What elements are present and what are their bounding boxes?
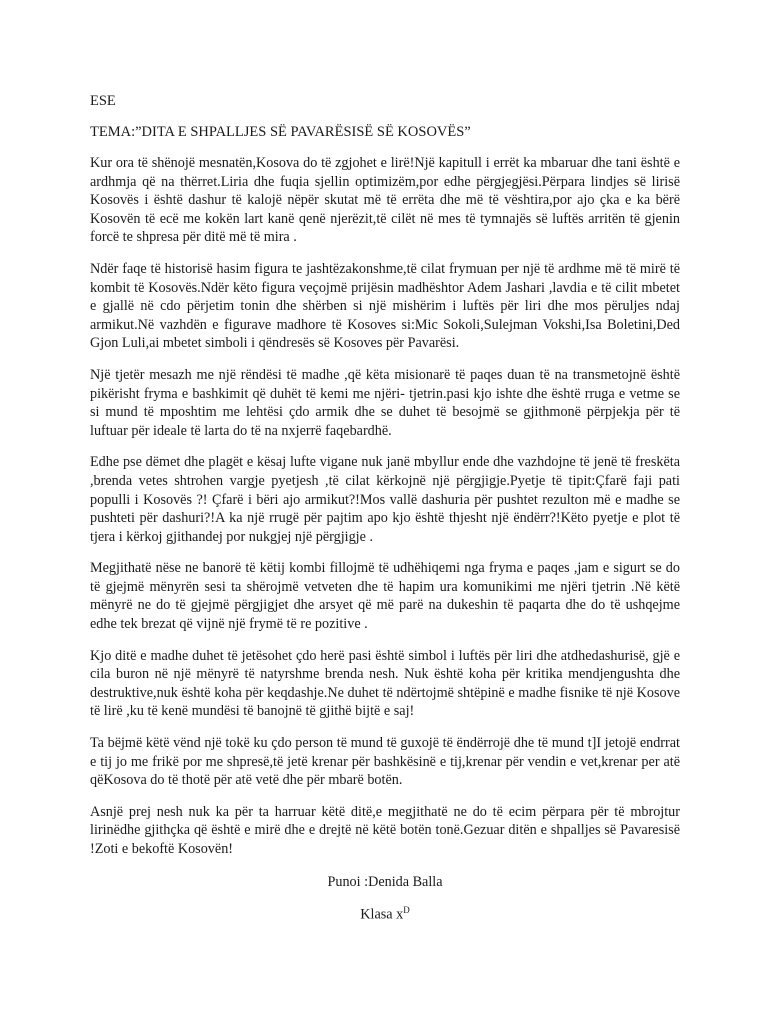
paragraph-8: Asnjë prej nesh nuk ka për ta harruar këtë ditë,e megjithatë ne do të ecim përpara për të mbrojtur lirinëdhe gjithçka që është e mirë dhe e drejtë në këtë botën tonë.Gezuar ditën e shpalljes së Pavaresisë !Zoti e bekoftë Kosovën!	[90, 803, 680, 857]
class-label: Klasa x	[360, 906, 404, 923]
paragraph-7: Ta bëjmë këtë vënd një tokë ku çdo person të mund të guxojë të ëndërrojë dhe të mund t]I jetojë endrrat e tij jo me frikë por me shpresë,të jetë krenar për bashkësinë e tij,krenar për vendin e vet,krenar per atë qëKosova do të thotë për atë vetë dhe për mbarë botën.	[90, 735, 680, 789]
paragraph-4: Edhe pse dëmet dhe plagët e kësaj lufte vigane nuk janë mbyllur ende dhe vazhdojne të jenë të freskëta ,brenda vetes shtrohen vargje pyetjesh ,të cilat kërkojnë një përgjigje.Pyetje të tipit:Çfarë faji pati populli i Kosovës ?! Çfarë i bëri ajo armikut?!Mos vallë dashuria për pushtet rezulton më e madhe se pushteti për dashuri?!A ka një rrugë për pajtim apo kjo është thjesht një ëndërr?!Këto pyetje e plot të tjera i kërkoj gjithandej por nukgjej një përgjigje .	[90, 454, 680, 545]
paragraph-6: Kjo ditë e madhe duhet të jetësohet çdo herë pasi është simbol i luftës për liri dhe atdhedashurisë, gjë e cila buron në një mënyrë të natyrshme brenda nesh. Nuk është koha për kritika mendjengushta dhe destruktive,nuk është koha për keqdashje.Ne duhet të ndërtojmë shtëpinë e madhe fisnike të një Kosove të lirë ,ku të kenë mundësi të banojnë të gjithë bijtë e saj!	[90, 647, 680, 720]
essay-topic: TEMA:”DITA E SHPALLJES SË PAVARËSISË SË KOSOVËS”	[90, 124, 471, 140]
class-superscript: D	[403, 904, 410, 915]
essay-label: ESE	[90, 93, 116, 109]
paragraph-5: Megjithatë nëse ne banorë të këtij kombi fillojmë të udhëhiqemi nga fryma e paqes ,jam e sigurt se do të gjejmë mënyrën sesi ta shërojmë vetveten dhe të hapim ura komunikimi me njëri tjetrin .Në këtë mënyrë ne do të gjejmë përgjigjet dhe arsyet që më parë na dukeshin të paqarta dhe do të ushqejme edhe tek brezat që vijnë një frymë të re pozitive .	[90, 560, 680, 633]
paragraph-2: Ndër faqe të historisë hasim figura te jashtëzakonshme,të cilat frymuan per një të ardhme më të mirë të kombit të Kosovës.Ndër këto figura veçojmë prijësin madhështor Adem Jashari ,lavdia e të cilit mbetet e gjallë në cdo përjetim tonin dhe shërben si një mishërim i luftës për liri dhe mos përuljes ndaj armikut.Në vazhdën e figurave madhore të Kosoves si:Mic Sokoli,Sulejman Vokshi,Isa Boletini,Ded Gjon Luli,ai mbetet simboli i qëndresës së Kosoves për Pavarësi.	[90, 260, 680, 352]
paragraph-1: Kur ora të shënojë mesnatën,Kosova do të zgjohet e lirë!Një kapitull i errët ka mbaruar dhe tani është e ardhmja që na thërret.Liria dhe fuqia sjellin optimizëm,por edhe përgjegjësi.Përpara lindjes së lirisë Kosovës i është dashur të kalojë nëpër skutat më të errëta dhe më të vështira,por ajo çka e ka bërë Kosovën të ecë me kokën lart kanë qenë njerëzit,të cilët në mes të tymnajës së luftës arritën të gjenin forcë te shpresa për ditë më të mira .	[90, 155, 680, 246]
paragraph-3: Një tjetër mesazh me një rëndësi të madhe ,që këta misionarë të paqes duan të na transmetojnë është pikërisht fryma e bashkimit që duhët të kemi me njëri- tjetrin.pasi kjo ishte dhe është rruga e vetme se si mund të mposhtim me lehtësi çdo armik dhe se duhet të besojmë se gjithmonë përpjekja për të luftuar për ideale të larta do të na nxjerrë faqebardhë.	[90, 366, 680, 439]
author-signature: Punoi :Denida Balla	[327, 873, 443, 890]
class-line	[90, 901, 680, 924]
